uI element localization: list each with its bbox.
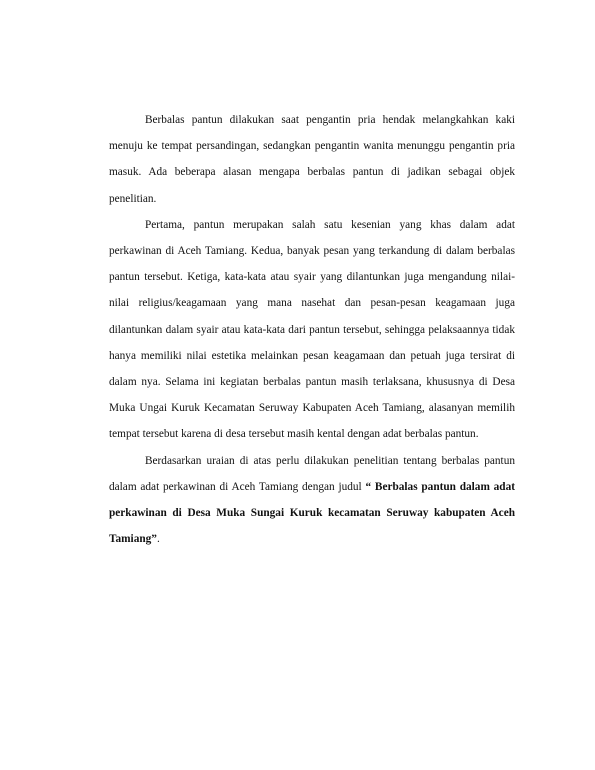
conclusion-period: . — [156, 533, 160, 546]
research-title: “ Berbalas pantun dalam adat perkawinan di Desa Muka Sungai Kuruk kecamatan Seruway kabupaten Aceh Tamiang” — [109, 480, 515, 546]
document-body — [109, 107, 515, 552]
paragraph-intro: Berbalas pantun dilakukan saat pengantin pria hendak melangkahkan kaki menuju ke tempat persandingan, sedangkan pengantin wanita menunggu pengantin pria masuk. Ada beberapa alasan mengapa berbalas pantun di jadikan sebagai objek penelitian. — [109, 114, 515, 205]
paragraph-conclusion — [109, 448, 515, 553]
paragraph-reasons: Pertama, pantun merupakan salah satu kesenian yang khas dalam adat perkawinan di Aceh Tamiang. Kedua, banyak pesan yang terkandung di dalam berbalas pantun tersebut. Ketiga, kata-kata atau syair yang dilantunkan juga mengandung nilai-nilai religius/keagamaan yang mana nasehat dan pesan-pesan keagamaan juga dilantunkan dalam syair atau kata-kata dari pantun tersebut, sehingga pelaksaannya tidak hanya memiliki nilai estetika melainkan pesan keagamaan dan petuah juga tersirat di dalam nya. Selama ini kegiatan berbalas pantun masih terlaksana, khususnya di Desa Muka Ungai Kuruk Kecamatan Seruway Kabupaten Aceh Tamiang, alasanyan memilih tempat tersebut karena di desa tersebut masih kental dengan adat berbalas pantun. — [109, 218, 515, 441]
conclusion-text: Berdasarkan uraian di atas perlu dilakukan penelitian tentang berbalas pantun dalam adat perkawinan di Aceh Tamiang dengan judul — [109, 454, 515, 493]
